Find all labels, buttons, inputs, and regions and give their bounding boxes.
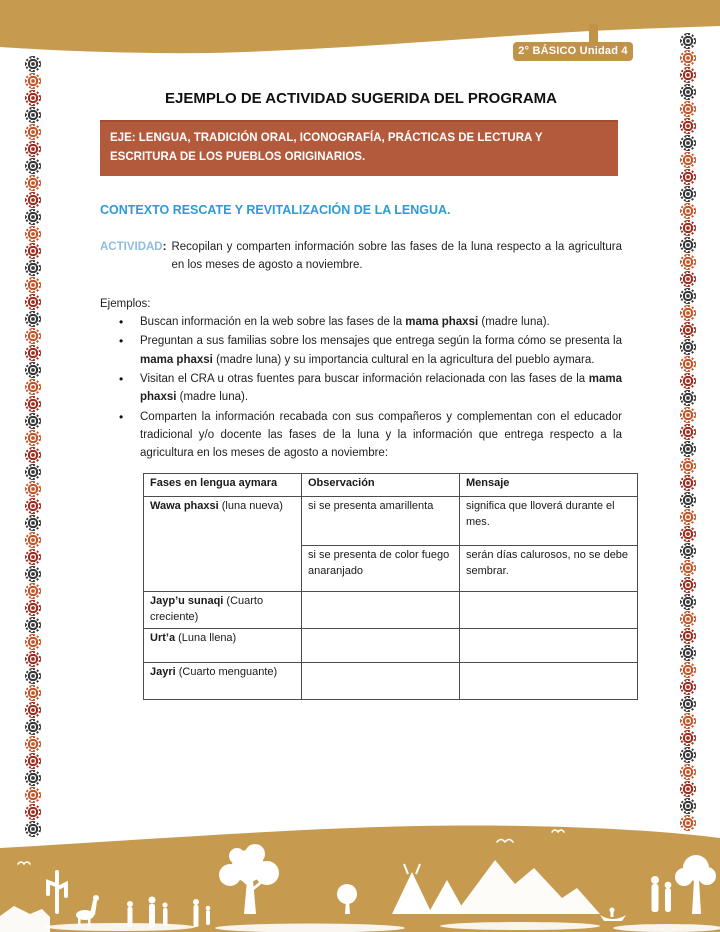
rosette-ornament-icon xyxy=(680,781,696,797)
cell-observation xyxy=(302,591,460,628)
phase-name: Urt’a xyxy=(150,631,176,644)
rosette-ornament-icon xyxy=(25,447,41,463)
bottom-scene xyxy=(0,822,720,932)
rosette-ornament-icon xyxy=(25,787,41,803)
cell-phase xyxy=(144,662,302,699)
rosette-ornament-icon xyxy=(680,730,696,746)
rosette-ornament-icon xyxy=(680,101,696,117)
cell-message xyxy=(460,662,638,699)
rosette-ornament-icon xyxy=(680,475,696,491)
main-content xyxy=(100,0,629,700)
bullet-text-bold: mama phaxsi xyxy=(405,315,479,328)
rosette-ornament-icon xyxy=(25,719,41,735)
list-item xyxy=(140,408,622,463)
activity-colon: : xyxy=(162,240,167,253)
rosette-ornament-icon xyxy=(25,345,41,361)
rosette-ornament-icon xyxy=(25,498,41,514)
rosette-ornament-icon xyxy=(680,407,696,423)
cell-message xyxy=(460,628,638,662)
rosette-ornament-icon xyxy=(680,798,696,814)
rosette-ornament-icon xyxy=(25,634,41,650)
activity-label: ACTIVIDAD xyxy=(100,240,163,253)
bullet-text: Preguntan a sus familias sobre los mensajes que entrega según la forma cómo se presenta la xyxy=(140,335,622,348)
rosette-ornament-icon xyxy=(680,390,696,406)
rosette-ornament-icon xyxy=(680,84,696,100)
bullet-text: (madre luna). xyxy=(176,391,249,404)
eje-banner: EJE: LENGUA, TRADICIÓN ORAL, ICONOGRAFÍA, PRÁCTICAS DE LECTURA Y ESCRITURA DE LOS PUEBLOS ORIGINARIOS. xyxy=(100,120,618,176)
phase-translation: (luna nueva) xyxy=(218,499,283,512)
rosette-ornament-icon xyxy=(25,753,41,769)
rosette-ornament-icon xyxy=(25,481,41,497)
left-ornament-border xyxy=(25,56,41,838)
header-fases: Fases en lengua aymara xyxy=(144,473,302,496)
rosette-ornament-icon xyxy=(680,305,696,321)
bullet-text: Comparten la información recabada con sus compañeros y complementan con el educador tradicional y/o docente las fases de la luna y la información que entrega respecto a la agricultura en los meses de agosto a noviembre: xyxy=(140,410,622,460)
phase-translation: (Cuarto menguante) xyxy=(175,665,278,678)
activity-text: Recopilan y comparten información sobre las fases de la luna respecto a la agricultura en los meses de agosto a noviembre. xyxy=(171,240,622,272)
list-item xyxy=(140,313,622,331)
bullet-text-bold: mama phaxsi xyxy=(140,372,622,404)
rosette-ornament-icon xyxy=(25,702,41,718)
list-item xyxy=(140,370,622,407)
header-mensaje: Mensaje xyxy=(460,473,638,496)
cell-observation xyxy=(302,628,460,662)
bullet-text: Buscan información en la web sobre las fases de la xyxy=(140,315,406,328)
rosette-ornament-icon xyxy=(680,152,696,168)
rosette-ornament-icon xyxy=(680,33,696,49)
rosette-ornament-icon xyxy=(680,322,696,338)
rosette-ornament-icon xyxy=(680,611,696,627)
bullet-text: (madre luna). xyxy=(478,315,550,328)
rosette-ornament-icon xyxy=(680,220,696,236)
rosette-ornament-icon xyxy=(25,260,41,276)
rosette-ornament-icon xyxy=(680,679,696,695)
rosette-ornament-icon xyxy=(680,339,696,355)
rosette-ornament-icon xyxy=(680,696,696,712)
rosette-ornament-icon xyxy=(25,243,41,259)
rosette-ornament-icon xyxy=(680,645,696,661)
rosette-ornament-icon xyxy=(25,56,41,72)
rosette-ornament-icon xyxy=(680,237,696,253)
rosette-ornament-icon xyxy=(680,169,696,185)
rosette-ornament-icon xyxy=(680,628,696,644)
page-title: EJEMPLO DE ACTIVIDAD SUGERIDA DEL PROGRAMA xyxy=(165,90,557,107)
rosette-ornament-icon xyxy=(680,186,696,202)
rosette-ornament-icon xyxy=(25,770,41,786)
header-observacion: Observación xyxy=(302,473,460,496)
rosette-ornament-icon xyxy=(680,118,696,134)
rosette-ornament-icon xyxy=(25,362,41,378)
rosette-ornament-icon xyxy=(680,526,696,542)
cell-observation xyxy=(302,662,460,699)
rosette-ornament-icon xyxy=(25,617,41,633)
rosette-ornament-icon xyxy=(25,515,41,531)
cell-observation: si se presenta amarillenta xyxy=(302,496,460,545)
rosette-ornament-icon xyxy=(680,254,696,270)
activity-row xyxy=(100,238,622,275)
rosette-ornament-icon xyxy=(25,396,41,412)
rosette-ornament-icon xyxy=(25,549,41,565)
rosette-ornament-icon xyxy=(25,209,41,225)
examples-label: Ejemplos: xyxy=(100,297,151,310)
cell-phase xyxy=(144,628,302,662)
rosette-ornament-icon xyxy=(680,764,696,780)
rosette-ornament-icon xyxy=(680,543,696,559)
cell-message xyxy=(460,591,638,628)
rosette-ornament-icon xyxy=(25,379,41,395)
cell-observation: si se presenta de color fuego anaranjado xyxy=(302,545,460,591)
rosette-ornament-icon xyxy=(680,67,696,83)
rosette-ornament-icon xyxy=(25,277,41,293)
rosette-ornament-icon xyxy=(25,107,41,123)
rosette-ornament-icon xyxy=(680,662,696,678)
rosette-ornament-icon xyxy=(25,685,41,701)
rosette-ornament-icon xyxy=(680,509,696,525)
rosette-ornament-icon xyxy=(25,124,41,140)
table-row xyxy=(144,662,638,699)
rosette-ornament-icon xyxy=(25,226,41,242)
cell-message: significa que lloverá durante el mes. xyxy=(460,496,638,545)
rosette-ornament-icon xyxy=(680,203,696,219)
rosette-ornament-icon xyxy=(680,747,696,763)
rosette-ornament-icon xyxy=(25,73,41,89)
table-row xyxy=(144,591,638,628)
rosette-ornament-icon xyxy=(680,373,696,389)
rosette-ornament-icon xyxy=(680,271,696,287)
bullet-text: Visitan el CRA u otras fuentes para buscar información relacionada con las fases de la xyxy=(140,372,589,385)
rosette-ornament-icon xyxy=(25,804,41,820)
bullet-text: (madre luna) y su importancia cultural en la agricultura del pueblo aymara. xyxy=(212,353,595,366)
table-row xyxy=(144,496,638,545)
table-row xyxy=(144,628,638,662)
cell-phase xyxy=(144,496,302,591)
phase-name: Jayri xyxy=(150,665,176,678)
rosette-ornament-icon xyxy=(25,175,41,191)
phase-name: Jayp’u sunaqi xyxy=(150,594,224,607)
rosette-ornament-icon xyxy=(25,311,41,327)
rosette-ornament-icon xyxy=(25,532,41,548)
rosette-ornament-icon xyxy=(680,577,696,593)
cell-phase xyxy=(144,591,302,628)
rosette-ornament-icon xyxy=(25,566,41,582)
context-heading: CONTEXTO RESCATE Y REVITALIZACIÓN DE LA LENGUA. xyxy=(100,202,451,217)
example-list xyxy=(100,313,622,463)
phases-table xyxy=(143,473,638,700)
rosette-ornament-icon xyxy=(680,560,696,576)
rosette-ornament-icon xyxy=(680,458,696,474)
rosette-ornament-icon xyxy=(25,90,41,106)
unit-badge: 2° BÁSICO Unidad 4 xyxy=(513,42,633,61)
rosette-ornament-icon xyxy=(25,668,41,684)
rosette-ornament-icon xyxy=(680,594,696,610)
table-header-row xyxy=(144,473,638,496)
rosette-ornament-icon xyxy=(25,294,41,310)
rosette-ornament-icon xyxy=(680,492,696,508)
rosette-ornament-icon xyxy=(25,158,41,174)
rosette-ornament-icon xyxy=(680,135,696,151)
right-ornament-border xyxy=(680,33,696,832)
rosette-ornament-icon xyxy=(680,288,696,304)
rosette-ornament-icon xyxy=(25,141,41,157)
cell-message: serán días calurosos, no se debe sembrar. xyxy=(460,545,638,591)
rosette-ornament-icon xyxy=(25,430,41,446)
rosette-ornament-icon xyxy=(25,192,41,208)
rosette-ornament-icon xyxy=(680,713,696,729)
rosette-ornament-icon xyxy=(680,441,696,457)
rosette-ornament-icon xyxy=(25,328,41,344)
rosette-ornament-icon xyxy=(25,736,41,752)
rosette-ornament-icon xyxy=(25,600,41,616)
phase-translation: (Luna llena) xyxy=(175,631,237,644)
rosette-ornament-icon xyxy=(25,651,41,667)
rosette-ornament-icon xyxy=(25,413,41,429)
bullet-text-bold: mama phaxsi xyxy=(140,353,213,366)
phase-translation: (Cuarto creciente) xyxy=(150,594,264,623)
phase-name: Wawa phaxsi xyxy=(150,499,219,512)
rosette-ornament-icon xyxy=(680,50,696,66)
rosette-ornament-icon xyxy=(680,356,696,372)
list-item xyxy=(140,332,622,369)
rosette-ornament-icon xyxy=(680,424,696,440)
rosette-ornament-icon xyxy=(25,464,41,480)
rosette-ornament-icon xyxy=(25,583,41,599)
